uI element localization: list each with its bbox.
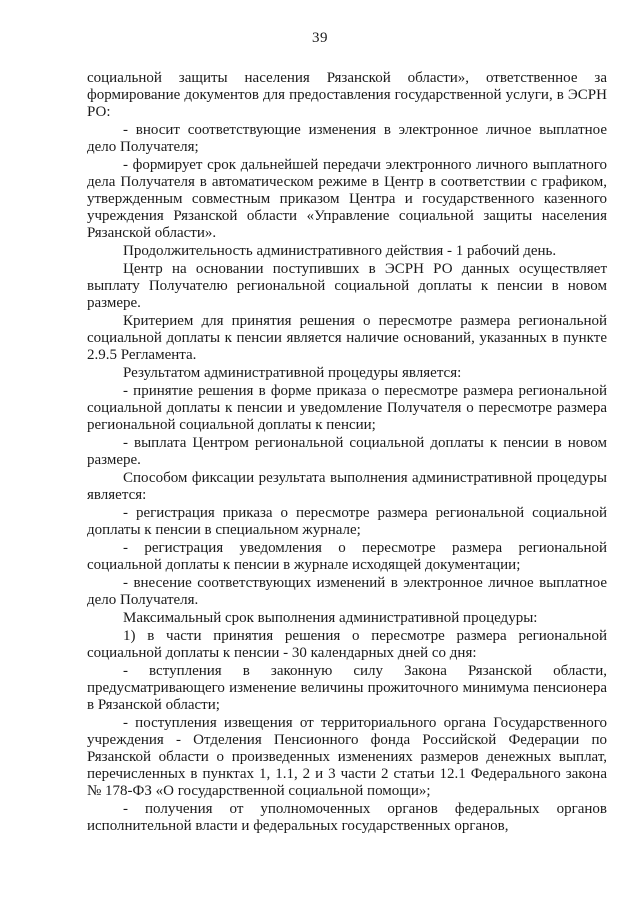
- paragraph: социальной защиты населения Рязанской области», ответственное за формирование документов для предоставления государственной услуги, в ЭСРН РО:: [87, 70, 607, 120]
- paragraph: Способом фиксации результата выполнения административной процедуры является:: [87, 470, 607, 503]
- document-body: [87, 70, 607, 836]
- paragraph: 1) в части принятия решения о пересмотре размера региональной социальной доплаты к пенсии - 30 календарных дней со дня:: [87, 628, 607, 661]
- paragraph: - принятие решения в форме приказа о пересмотре размера региональной социальной доплаты к пенсии и уведомление Получателя о пересмотре размера региональной социальной доплаты к пенсии;: [87, 383, 607, 433]
- paragraph: - внесение соответствующих изменений в электронное личное выплатное дело Получателя.: [87, 575, 607, 608]
- paragraph: Критерием для принятия решения о пересмотре размера региональной социальной доплаты к пенсии является наличие оснований, указанных в пункте 2.9.5 Регламента.: [87, 313, 607, 363]
- paragraph: - получения от уполномоченных органов федеральных органов исполнительной власти и федеральных государственных органов,: [87, 801, 607, 834]
- paragraph: - вносит соответствующие изменения в электронное личное выплатное дело Получателя;: [87, 122, 607, 155]
- paragraph: - формирует срок дальнейшей передачи электронного личного выплатного дела Получателя в автоматическом режиме в Центр в соответствии с графиком, утвержденным совместным приказом Центра и государственного казенного учреждения Рязанской области «Управление социальной защиты населения Рязанской области».: [87, 157, 607, 241]
- paragraph: - выплата Центром региональной социальной доплаты к пенсии в новом размере.: [87, 435, 607, 468]
- paragraph: Центр на основании поступивших в ЭСРН РО данных осуществляет выплату Получателю региональной социальной доплаты к пенсии в новом размере.: [87, 261, 607, 311]
- paragraph: - регистрация уведомления о пересмотре размера региональной социальной доплаты к пенсии в журнале исходящей документации;: [87, 540, 607, 573]
- page-number: 39: [312, 30, 328, 46]
- paragraph: - вступления в законную силу Закона Рязанской области, предусматривающего изменение величины прожиточного минимума пенсионера в Рязанской области;: [87, 663, 607, 713]
- paragraph: Продолжительность административного действия - 1 рабочий день.: [123, 243, 557, 259]
- paragraph: - поступления извещения от территориального органа Государственного учреждения - Отделения Пенсионного фонда Российской Федерации по Рязанской области о произведенных изменениях размеров денежных выплат, перечисленных в пунктах 1, 1.1, 2 и 3 части 2 статьи 12.1 Федерального закона № 178-ФЗ «О государственной социальной помощи»;: [87, 715, 607, 799]
- paragraph: Результатом административной процедуры является:: [123, 365, 462, 381]
- paragraph: Максимальный срок выполнения административной процедуры:: [123, 610, 538, 626]
- paragraph: - регистрация приказа о пересмотре размера региональной социальной доплаты к пенсии в специальном журнале;: [87, 505, 607, 538]
